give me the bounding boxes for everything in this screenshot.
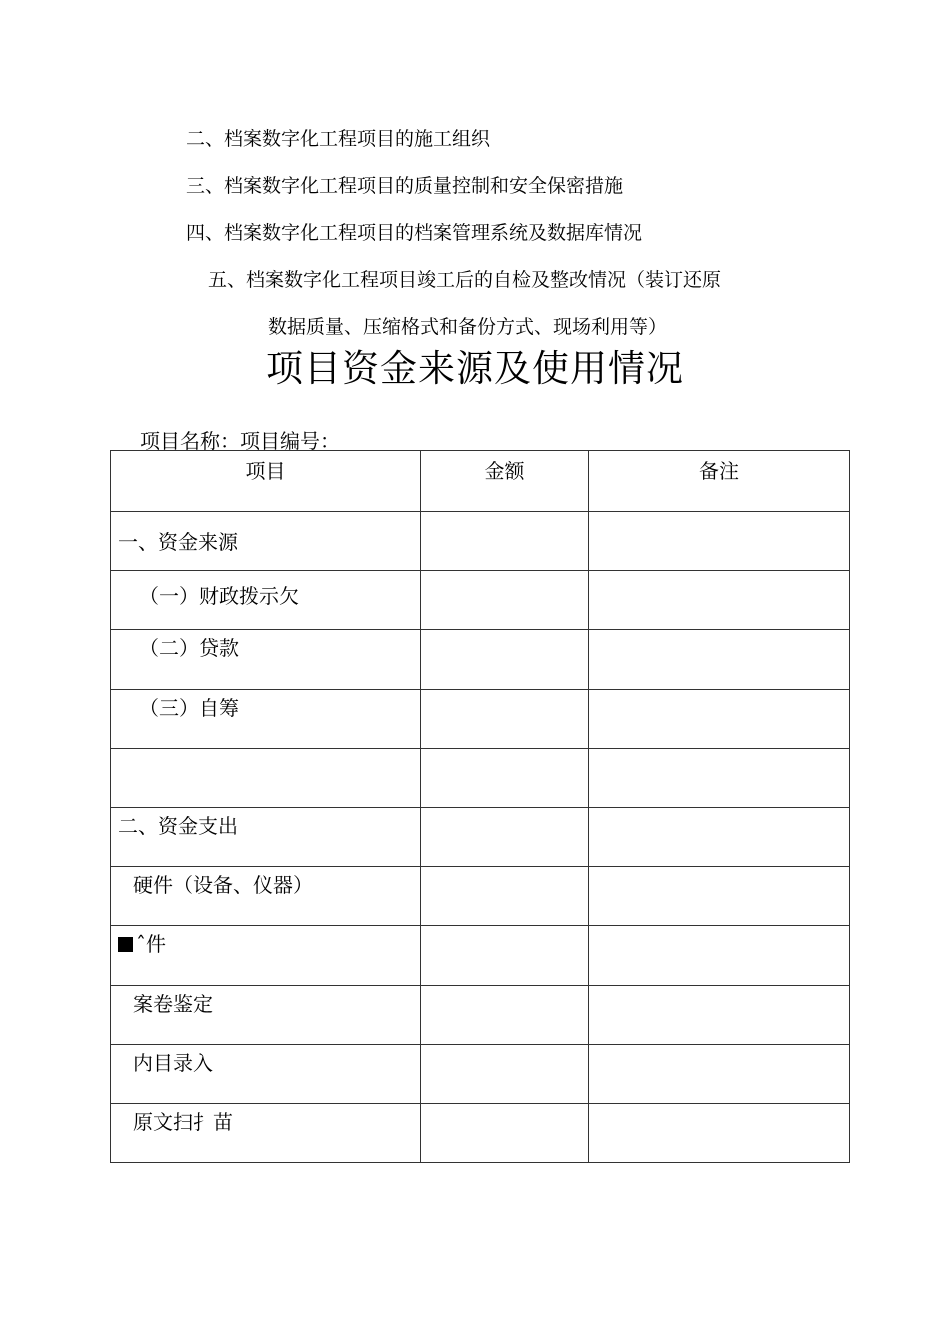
- row-amount: [421, 630, 589, 690]
- toc-line-5-continued: 数据质量、压缩格式和备份方式、现场利用等）: [268, 316, 668, 338]
- project-no-label: 项目编号：: [240, 429, 340, 453]
- row-amount: [421, 1045, 589, 1104]
- page-title: 项目资金来源及使用情况: [266, 347, 684, 390]
- table-row: [111, 630, 850, 690]
- row-note: [589, 867, 850, 926]
- toc-line-2: 二、档案数字化工程项目的施工组织: [186, 128, 491, 150]
- row-item: 一、资金来源: [111, 512, 421, 571]
- row-item: 内目录入: [111, 1045, 421, 1104]
- project-name-label: 项目名称：: [140, 429, 240, 453]
- row-amount: [421, 867, 589, 926]
- row-note: [589, 571, 850, 630]
- toc-line-3: 三、档案数字化工程项目的质量控制和安全保密措施: [186, 175, 624, 197]
- row-amount: [421, 571, 589, 630]
- row-item: 案卷鉴定: [111, 986, 421, 1045]
- row-item: 二、资金支出: [111, 808, 421, 867]
- row-amount: [421, 986, 589, 1045]
- row-note: [589, 512, 850, 571]
- row-note: [589, 630, 850, 690]
- row-item: [111, 926, 421, 986]
- toc-line-4: 四、档案数字化工程项目的档案管理系统及数据库情况: [186, 222, 643, 244]
- row-amount: [421, 926, 589, 986]
- row-amount: [421, 808, 589, 867]
- row-item: 硬件（设备、仪器）: [111, 867, 421, 926]
- row-note: [589, 808, 850, 867]
- table-row: [111, 690, 850, 749]
- table-row: [111, 1045, 850, 1104]
- row-item: （二）贷款: [111, 630, 421, 690]
- row-item: （一）财政拨示欠: [111, 571, 421, 630]
- row-amount: [421, 1104, 589, 1163]
- header-item: 项目: [111, 451, 421, 512]
- row-item: （三）自筹: [111, 690, 421, 749]
- row-note: [589, 749, 850, 808]
- row-note: [589, 690, 850, 749]
- row-item: [111, 749, 421, 808]
- table-row: [111, 926, 850, 986]
- row-amount: [421, 512, 589, 571]
- black-square-glyph: [118, 937, 133, 952]
- row-amount: [421, 749, 589, 808]
- table-row: [111, 749, 850, 808]
- row-amount: [421, 690, 589, 749]
- table-row: [111, 1104, 850, 1163]
- header-note: 备注: [589, 451, 850, 512]
- header-amount: 金额: [421, 451, 589, 512]
- row-note: [589, 1104, 850, 1163]
- row-note: [589, 986, 850, 1045]
- table-row: [111, 571, 850, 630]
- table-header-row: [111, 451, 850, 512]
- row-item: 原文扫扌苗: [111, 1104, 421, 1163]
- table-row: [111, 512, 850, 571]
- row-item-text: ˆ件: [136, 932, 166, 956]
- table-row: [111, 986, 850, 1045]
- row-note: [589, 926, 850, 986]
- toc-line-5: 五、档案数字化工程项目竣工后的自检及整改情况（装订还原: [208, 269, 722, 291]
- table-row: [111, 867, 850, 926]
- funding-table: [110, 450, 850, 1163]
- row-note: [589, 1045, 850, 1104]
- table-row: [111, 808, 850, 867]
